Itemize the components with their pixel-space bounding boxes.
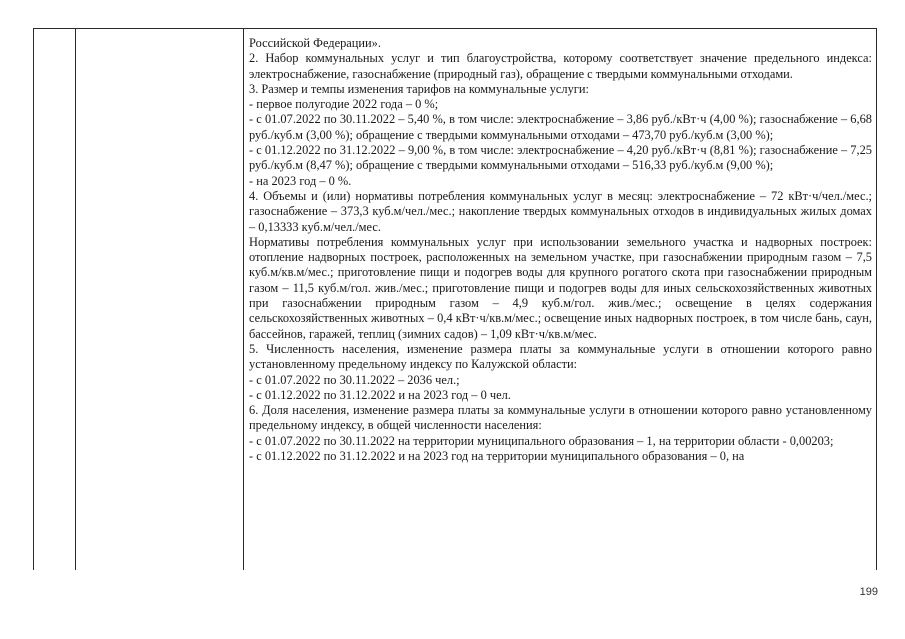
text-line: - с 01.07.2022 по 30.11.2022 – 5,40 %, в том числе: электроснабжение – 3,86 руб./кВт·ч (4,00 %); газоснабжение – 6,68 руб./куб.м (3,00 %); обращение с твердыми коммунальными отходами – 473,70 руб./куб.м (3,00 %); xyxy=(249,112,872,142)
text-line: 2. Набор коммунальных услуг и тип благоустройства, которому соответствует значение предельного индекса: электроснабжение, газоснабжение (природный газ), обращение с твердыми коммунальными отходами. xyxy=(249,51,872,81)
text-line: Российской Федерации». xyxy=(249,36,381,50)
text-line: 4. Объемы и (или) нормативы потребления коммунальных услуг в месяц: электроснабжение – 72 кВт·ч/чел./мес.; газоснабжение – 373,3 куб.м/чел./мес.; накопление твердых коммунальных отходов в индивидуальных жилых домах – 0,13333 куб.м/чел./мес. xyxy=(249,188,872,234)
table-column-content xyxy=(244,29,878,570)
document-table xyxy=(33,28,877,570)
text-line: - с 01.07.2022 по 30.11.2022 – 2036 чел.; xyxy=(249,372,460,387)
text-line: Нормативы потребления коммунальных услуг при использовании земельного участка и надворных построек: отопление надворных построек, расположенных на земельном участке, при газоснабжении природным газом – 7,5 куб.м/кв.м/мес.; приготовление пищи и подогрев воды для крупного рогатого скота при газоснабжении природным газом – 11,5 куб.м/гол. жив./мес.; приготовление пищи и подогрев воды для иных сельскохозяйственных животных при газоснабжении природным газом – 4,9 куб.м/гол. жив./мес.; освещение в целях содержания сельскохозяйственных животных – 0,4 кВт·ч/кв.м/мес.; освещение иных надворных построек, в том числе бань, саун, бассейнов, гаражей, теплиц (зимних садов) – 1,09 кВт·ч/кв.м/мес. xyxy=(249,234,872,341)
text-line: - первое полугодие 2022 года – 0 %; xyxy=(249,97,439,112)
table-column-number xyxy=(34,29,76,570)
text-line: - с 01.12.2022 по 31.12.2022 и на 2023 год – 0 чел. xyxy=(249,387,511,402)
text-line: - с 01.12.2022 по 31.12.2022 – 9,00 %, в том числе: электроснабжение – 4,20 руб./кВт·ч (8,81 %); газоснабжение – 7,25 руб./куб.м (8,47 %); обращение с твердыми коммунальными отходами – 516,33 руб./куб.м (9,00 %); xyxy=(249,143,872,173)
text-line: 6. Доля населения, изменение размера платы за коммунальные услуги в отношении которого равно установленному предельному индексу, в общей численности населения: xyxy=(249,403,872,433)
page-number: 199 xyxy=(859,586,878,598)
text-line: - на 2023 год – 0 %. xyxy=(249,173,352,188)
text-line: - с 01.07.2022 по 30.11.2022 на территории муниципального образования – 1, на территории области - 0,00203; xyxy=(249,433,834,448)
text-line: 3. Размер и темпы изменения тарифов на коммунальные услуги: xyxy=(249,81,589,96)
text-line: - с 01.12.2022 по 31.12.2022 и на 2023 год на территории муниципального образования – 0, на xyxy=(249,449,745,464)
text-line: 5. Численность населения, изменение размера платы за коммунальные услуги в отношении которого равно установленному предельному индексу по Калужской области: xyxy=(249,341,872,372)
table-column-name xyxy=(76,29,244,570)
